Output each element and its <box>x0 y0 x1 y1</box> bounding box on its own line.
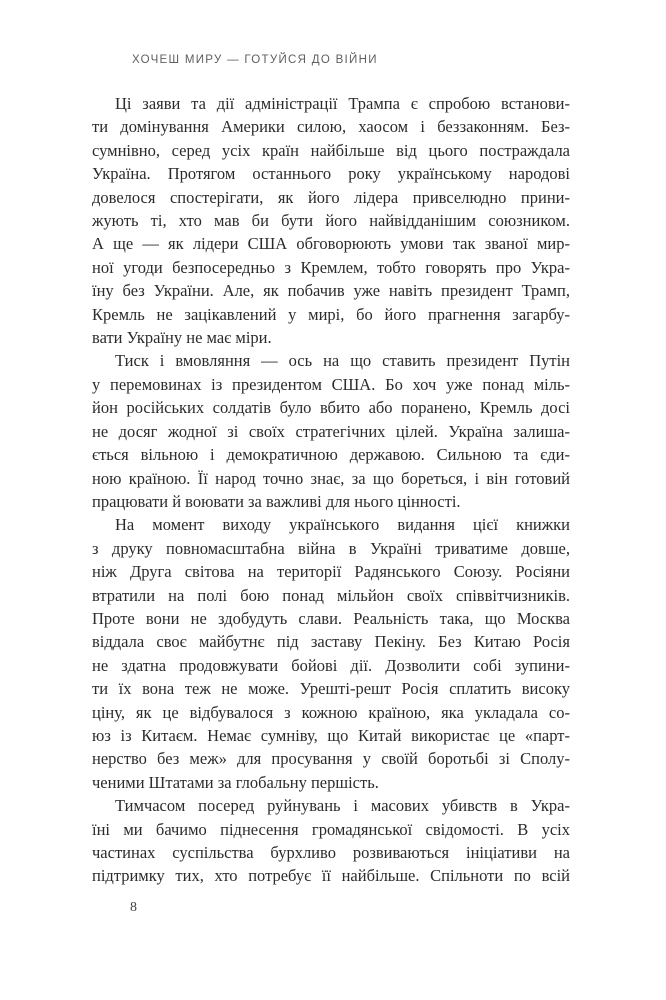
text-line: у перемовинах із президентом США. Бо хоч уже понад міль- <box>92 374 570 394</box>
text-line: На момент виходу українського видання цієї книжки <box>115 515 570 535</box>
text-line: не здатна продовжувати бойові дії. Дозволити собі зупини- <box>92 655 570 675</box>
text-line: вати Україну не має міри. <box>92 328 272 348</box>
text-line: жують ті, хто мав би бути його найвідданішим союзником. <box>92 211 570 231</box>
paragraph <box>92 794 570 888</box>
text-line: юз із Китаєм. Немає сумніву, що Китай використає це «парт- <box>92 725 570 745</box>
text-line: їну без України. Але, як побачив уже навіть президент Трамп, <box>92 281 570 301</box>
text-line: ніж Друга світова на території Радянського Союзу. Росіяни <box>92 562 570 582</box>
text-line: ної угоди безпосередньо з Кремлем, тобто говорять про Укра- <box>92 257 570 277</box>
text-line: підтримку тих, хто потребує її найбільше. Спільноти по всій <box>92 866 570 886</box>
paragraph <box>92 92 570 349</box>
text-line: працювати й воювати за важливі для нього цінності. <box>92 491 461 511</box>
page-number: 8 <box>130 900 137 915</box>
text-line: їні ми бачимо піднесення громадянської свідомості. В усіх <box>92 819 570 839</box>
text-line: ється вільною і демократичною державою. Сильною та єди- <box>92 445 570 465</box>
text-line: Тиск і вмовляння — ось на що ставить президент Путін <box>115 351 570 371</box>
text-line: ною країною. Її народ точно знає, за що бореться, і він готовий <box>92 468 570 488</box>
text-line: ченими Штатами за глобальну першість. <box>92 772 379 792</box>
text-line: з друку повномасштабна війна в Україні триватиме довше, <box>92 538 570 558</box>
text-line: Проте вони не здобудуть слави. Реальність така, що Москва <box>92 608 570 628</box>
text-line: віддала своє майбутнє під заставу Пекіну. Без Китаю Росія <box>92 632 570 652</box>
paragraph <box>92 513 570 794</box>
text-line: втратили на полі бою понад мільйон своїх співвітчизників. <box>92 585 570 605</box>
text-line: Україна. Протягом останнього року українському народові <box>92 164 570 184</box>
text-line: довелося спостерігати, як його лідера привселюдно прини- <box>92 187 570 207</box>
text-line: не досяг жодної зі своїх стратегічних цілей. Україна залиша- <box>92 421 570 441</box>
text-line: ти домінування Америки силою, хаосом і беззаконням. Без- <box>92 117 570 137</box>
text-line: Ці заяви та дії адміністрації Трампа є спробою встанови- <box>115 94 570 113</box>
text-line: йон російських солдатів було вбито або поранено, Кремль досі <box>92 398 570 418</box>
text-line: А ще — як лідери США обговорюють умови так званої мир- <box>92 234 570 254</box>
paragraph <box>92 349 570 513</box>
body-text <box>92 92 570 888</box>
text-line: частинах суспільства бурхливо розвиваються ініціативи на <box>92 843 570 862</box>
text-line: сумнівно, серед усіх країн найбільше від цього постраждала <box>92 140 570 160</box>
text-line: Тимчасом посеред руйнувань і масових убивств в Укра- <box>115 796 570 816</box>
text-line: ти їх вона теж не може. Урешті-решт Росія сплатить високу <box>92 679 570 699</box>
running-header: ХОЧЕШ МИРУ — ГОТУЙСЯ ДО ВІЙНИ <box>132 54 378 66</box>
text-line: нерство без меж» для просування у своїй боротьбі зі Сполу- <box>92 749 570 769</box>
text-line: ціну, як це відбувалося з кожною країною, яка укладала со- <box>92 702 570 722</box>
text-line: Кремль не зацікавлений у мирі, бо його прагнення загарбу- <box>92 304 570 324</box>
